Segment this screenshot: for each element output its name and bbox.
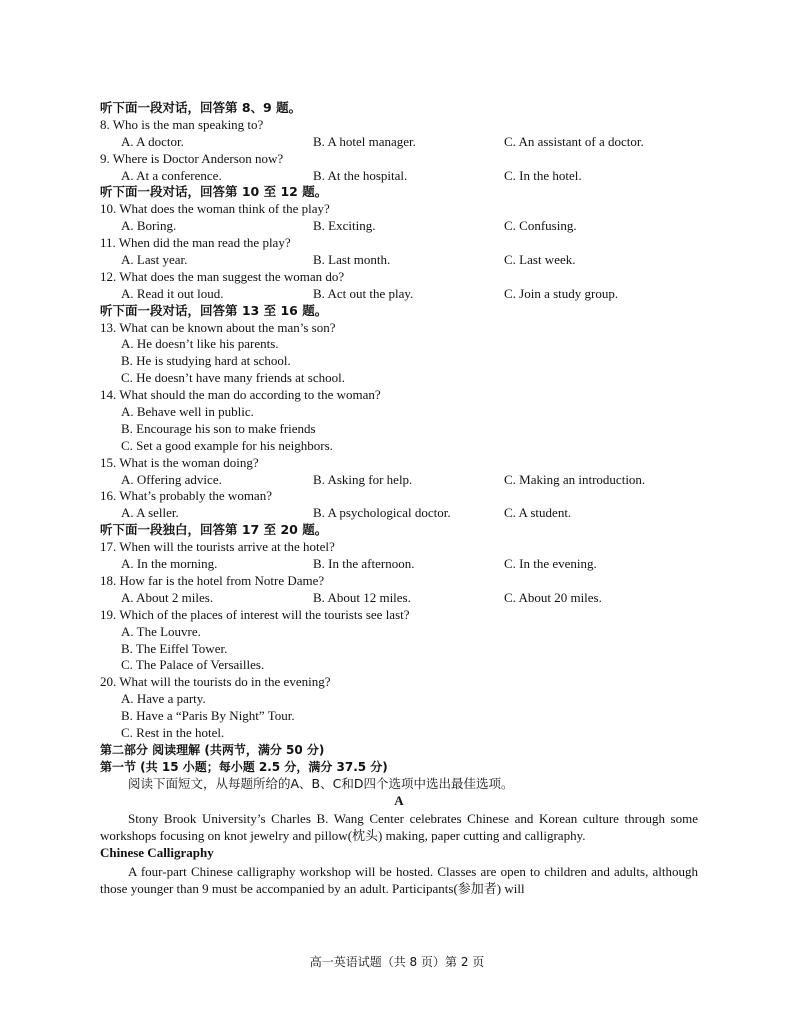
option-b: B. A hotel manager. <box>313 133 416 149</box>
question-stem: 15. What is the woman doing? <box>100 454 259 470</box>
option-b: B. He is studying hard at school. <box>121 353 291 369</box>
question-stem: 9. Where is Doctor Anderson now? <box>100 150 284 166</box>
section-header: 听下面一段对话，回答第 8、9 题。 <box>100 100 302 115</box>
option-a: A. Offering advice. <box>121 471 222 487</box>
question-stem: 12. What does the man suggest the woman do? <box>100 268 345 284</box>
passage-paragraph-text: A four-part Chinese calligraphy workshop will be hosted. Classes are open to children and adults, although those younger than 9 must be accompanied by an adult. Participants(参加者) will <box>100 863 698 897</box>
page-footer: 高一英语试题（共 8 页）第 2 页 <box>309 955 485 969</box>
option-b: B. Encourage his son to make friends <box>121 420 316 436</box>
option-b: B. Asking for help. <box>313 471 413 487</box>
option-a: A. The Louvre. <box>121 623 201 639</box>
instruction: 阅读下面短文，从每题所给的A、B、C和D四个选项中选出最佳选项。 <box>128 775 514 791</box>
option-b: B. Exciting. <box>313 218 376 234</box>
option-b: B. In the afternoon. <box>313 556 415 572</box>
question-stem: 18. How far is the hotel from Notre Dame? <box>100 572 325 588</box>
option-b: B. Have a “Paris By Night” Tour. <box>121 708 295 724</box>
option-b: B. About 12 miles. <box>313 589 411 605</box>
part-title: 第二部分 阅读理解 (共两节，满分 50 分) <box>100 742 325 757</box>
option-a: A. He doesn’t like his parents. <box>121 336 279 352</box>
section-header: 听下面一段对话，回答第 10 至 12 题。 <box>100 184 328 200</box>
question-stem: 20. What will the tourists do in the evening? <box>100 674 331 690</box>
passage-subheading: Chinese Calligraphy <box>100 844 214 860</box>
options-row <box>100 286 698 303</box>
passage-paragraph <box>100 863 698 898</box>
option-a: A. In the morning. <box>121 556 218 572</box>
question-stem: 17. When will the tourists arrive at the hotel? <box>100 539 335 555</box>
option-c: C. Rest in the hotel. <box>121 724 225 740</box>
option-a: A. Boring. <box>121 218 177 234</box>
options-row <box>100 218 698 235</box>
question-stem: 10. What does the woman think of the play? <box>100 201 330 217</box>
option-a: A. Behave well in public. <box>121 404 254 420</box>
option-c: C. The Palace of Versailles. <box>121 657 265 673</box>
option-a: A. At a conference. <box>121 167 222 183</box>
options-row <box>100 134 698 151</box>
option-a: A. Have a party. <box>121 691 206 707</box>
option-c: C. A student. <box>504 505 572 521</box>
passage-label: A <box>394 792 404 808</box>
option-a: A. A doctor. <box>121 133 184 149</box>
options-row <box>100 252 698 269</box>
option-b: B. A psychological doctor. <box>313 505 451 521</box>
option-b: B. The Eiffel Tower. <box>121 640 228 656</box>
option-c: C. An assistant of a doctor. <box>504 133 644 149</box>
question-stem: 14. What should the man do according to the woman? <box>100 387 381 403</box>
question-stem: 16. What’s probably the woman? <box>100 488 272 504</box>
option-c: C. Confusing. <box>504 218 577 234</box>
option-c: C. In the evening. <box>504 556 597 572</box>
question-stem: 19. Which of the places of interest will the tourists see last? <box>100 606 410 622</box>
options-row <box>100 505 698 522</box>
option-b: B. At the hospital. <box>313 167 408 183</box>
question-stem: 8. Who is the man speaking to? <box>100 116 264 132</box>
option-a: A. Last year. <box>121 252 188 268</box>
section-title: 第一节 (共 15 小题；每小题 2.5 分，满分 37.5 分) <box>100 759 388 774</box>
options-row <box>100 590 698 607</box>
option-c: C. In the hotel. <box>504 167 582 183</box>
option-b: B. Last month. <box>313 252 391 268</box>
option-c: C. About 20 miles. <box>504 589 602 605</box>
options-row <box>100 472 698 489</box>
option-c: C. Set a good example for his neighbors. <box>121 437 333 453</box>
option-c: C. Join a study group. <box>504 285 619 301</box>
option-a: A. About 2 miles. <box>121 589 214 605</box>
option-b: B. Act out the play. <box>313 285 414 301</box>
question-stem: 13. What can be known about the man’s son? <box>100 319 336 335</box>
exam-page <box>100 100 698 898</box>
option-a: A. Read it out loud. <box>121 285 224 301</box>
passage-paragraph <box>100 810 698 845</box>
passage-paragraph-text: Stony Brook University’s Charles B. Wang Center celebrates Chinese and Korean culture through some workshops focusing on knot jewelry and pillow(枕头) making, paper cutting and calligraphy. <box>100 810 698 844</box>
option-c: C. He doesn’t have many friends at school. <box>121 370 345 386</box>
option-a: A. A seller. <box>121 505 179 521</box>
options-row <box>100 168 698 185</box>
option-c: C. Last week. <box>504 252 576 268</box>
section-header: 听下面一段对话，回答第 13 至 16 题。 <box>100 302 328 318</box>
option-c: C. Making an introduction. <box>504 471 646 487</box>
question-stem: 11. When did the man read the play? <box>100 235 291 251</box>
options-row <box>100 556 698 573</box>
section-header: 听下面一段独白，回答第 17 至 20 题。 <box>100 522 328 538</box>
